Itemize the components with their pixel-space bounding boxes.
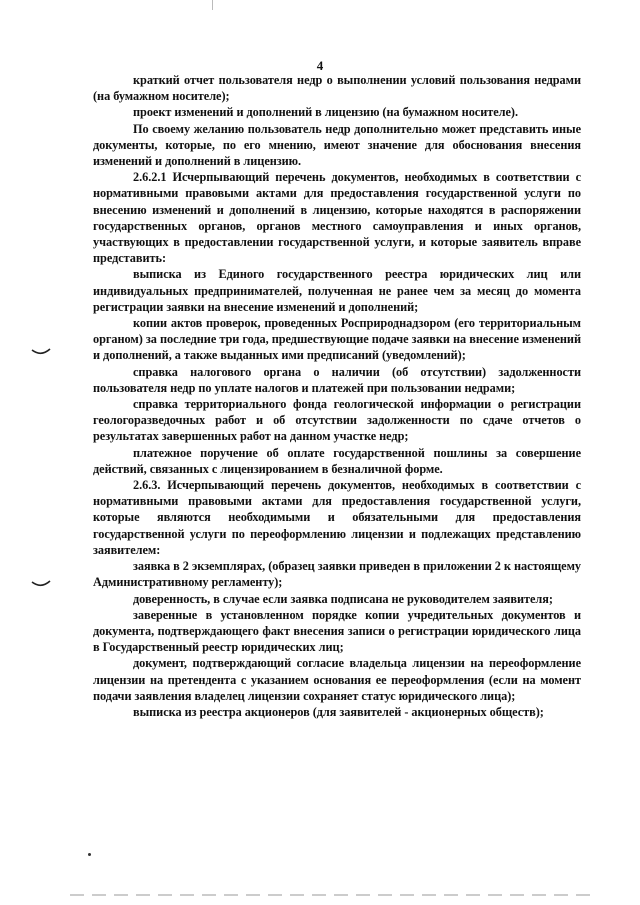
scan-artifact-bottom bbox=[70, 894, 590, 896]
margin-binding-mark bbox=[30, 578, 52, 590]
paragraph: заявка в 2 экземплярах, (образец заявки приведен в приложении 2 к настоящему Административному регламенту); bbox=[93, 559, 581, 590]
paragraph: 2.6.3. Исчерпывающий перечень документов, необходимых в соответствии с нормативными правовыми актами для предоставления государственной услуги, которые являются необходимыми и обязательными для предоставления государственной услуги по переоформлению лицензии и подлежащих представлению заявителем: bbox=[93, 478, 581, 557]
document-body bbox=[93, 72, 581, 720]
paragraph: доверенность, в случае если заявка подписана не руководителем заявителя; bbox=[133, 591, 553, 606]
margin-binding-mark bbox=[30, 346, 52, 358]
paragraph: документ, подтверждающий согласие владельца лицензии на переоформление лицензии на претендента с указанием основания ее переоформления (если на момент подачи заявления владелец лицензии сохраняет статус юридического лица); bbox=[93, 656, 581, 703]
paragraph: копии актов проверок, проведенных Росприроднадзором (его территориальным органом) за последние три года, предшествующие подаче заявки на внесение изменений и дополнений, а также выданных ими предписаний (уведомлений); bbox=[93, 316, 581, 363]
scan-artifact-top bbox=[212, 0, 213, 10]
paragraph: 2.6.2.1 Исчерпывающий перечень документов, необходимых в соответствии с нормативными правовыми актами для предоставления государственной услуги по внесению изменений и дополнений в лицензию, которые находятся в распоряжении государственных органов, органов местного самоуправления и иных органов, участвующих в предоставлении государственной услуги, и которые заявитель вправе представить: bbox=[93, 170, 581, 266]
paragraph: заверенные в установленном порядке копии учредительных документов и документа, подтверждающего факт внесения записи о регистрации юридического лица в Государственный реестр юридических лиц; bbox=[93, 607, 581, 655]
paragraph: выписка из реестра акционеров (для заявителей - акционерных обществ); bbox=[133, 704, 544, 719]
paragraph: справка территориального фонда геологической информации о регистрации геологоразведочных работ и об отсутствии задолженности по сдаче отчетов о результатах завершенных работ на данном участке недр; bbox=[93, 397, 581, 444]
paragraph: По своему желанию пользователь недр дополнительно может представить иные документы, которые, по его мнению, имеют значение для обоснования внесения изменений и дополнений в лицензию. bbox=[93, 121, 581, 169]
paragraph: краткий отчет пользователя недр о выполнении условий пользования недрами (на бумажном носителе); bbox=[93, 73, 581, 104]
paragraph: выписка из Единого государственного реестра юридических лиц или индивидуальных предпринимателей, полученная не ранее чем за месяц до момента регистрации заявки на внесение изменений и дополнений; bbox=[93, 267, 581, 314]
paragraph: проект изменений и дополнений в лицензию (на бумажном носителе). bbox=[133, 105, 518, 120]
paragraph: справка налогового органа о наличии (об отсутствии) задолженности пользователя недр по уплате налогов и платежей при пользовании недрами; bbox=[93, 364, 581, 395]
page-number: 4 bbox=[316, 58, 324, 73]
paragraph: платежное поручение об оплате государственной пошлины за совершение действий, связанных с лицензированием в безналичной форме. bbox=[93, 445, 581, 476]
scan-dot bbox=[88, 853, 91, 856]
